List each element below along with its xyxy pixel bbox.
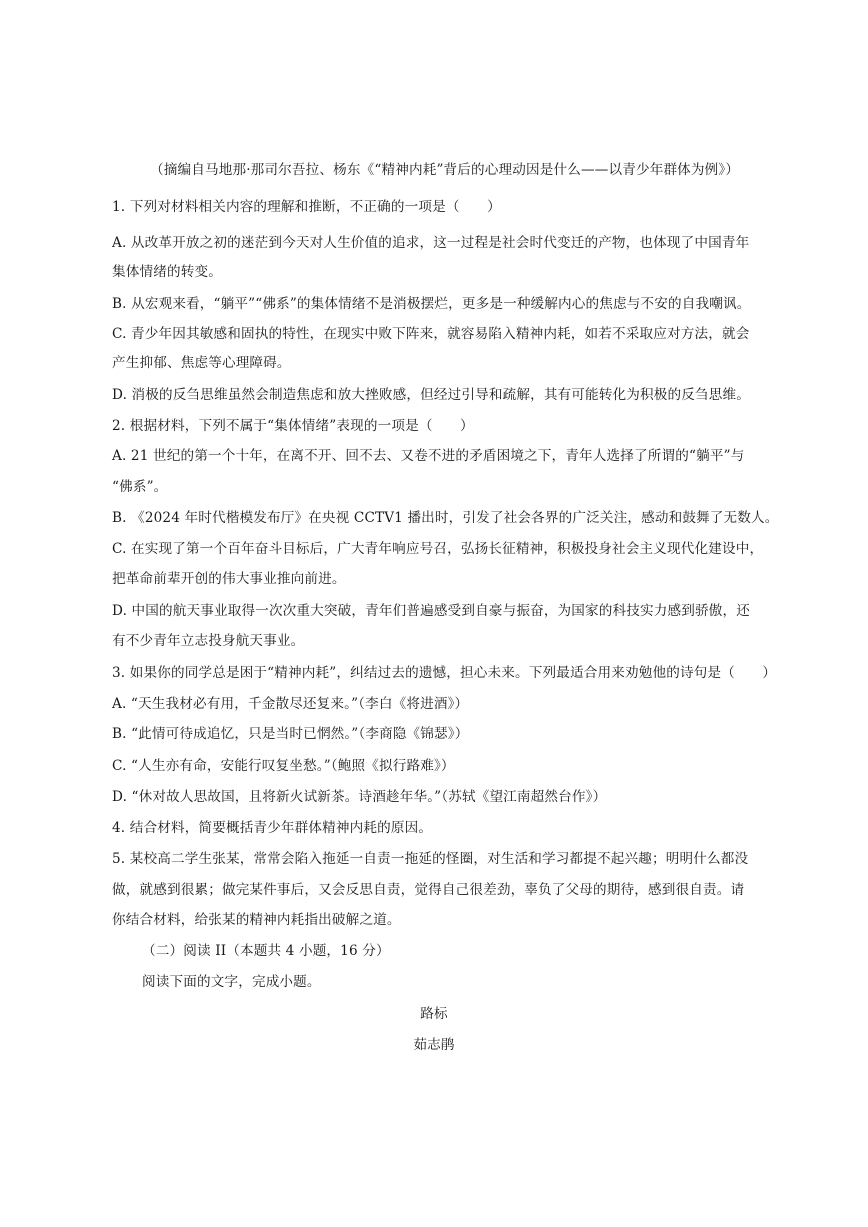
question-2-option-c: C. 在实现了第一个百年奋斗目标后，广大青年响应号召，弘扬长征精神，积极投身社会主义现代化建设中， (112, 541, 764, 557)
question-2-option-d-continued: 有不少青年立志投身航天事业。 (112, 633, 305, 649)
question-5-stem-line-2: 做，就感到很累；做完某件事后，又会反思自责，觉得自己很差劲，辜负了父母的期待，感到很自责。请 (112, 882, 745, 898)
question-3-option-b: B. “此情可待成追忆，只是当时已惘然。”（李商隐《锦瑟》） (112, 726, 469, 742)
question-1-option-a-continued: 集体情绪的转变。 (112, 264, 222, 280)
question-1-option-a: A. 从改革开放之初的迷茫到今天对人生价值的追求，这一过程是社会时代变迁的产物，也体现了中国青年 (112, 235, 750, 251)
source-note: （摘编自马地那·那司尔吾拉、杨东《“精神内耗”背后的心理动因是什么——以青少年群体为例》） (150, 162, 740, 178)
question-1-option-d: D. 消极的反刍思维虽然会制造焦虑和放大挫败感，但经过引导和疏解，其有可能转化为积极的反刍思维。 (112, 387, 750, 403)
question-3-stem: 3. 如果你的同学总是困于“精神内耗”，纠结过去的遗憾，担心未来。下列最适合用来劝勉他的诗句是（ ） (112, 665, 777, 681)
question-5-stem: 5. 某校高二学生张某，常常会陷入拖延一自责一拖延的怪圈，对生活和学习都提不起兴趣；明明什么都没 (112, 851, 749, 867)
question-2-option-c-continued: 把革命前辈开创的伟大事业推向前进。 (112, 571, 346, 587)
passage-title: 路标 (420, 1006, 448, 1022)
question-1-stem: 1. 下列对材料相关内容的理解和推断，不正确的一项是（ ） (112, 199, 501, 215)
question-3-option-c: C. “人生亦有命，安能行叹复坐愁。”（鲍照《拟行路难》） (112, 758, 455, 774)
question-2-option-d: D. 中国的航天事业取得一次次重大突破，青年们普遍感受到自豪与振奋，为国家的科技实力感到骄傲，还 (112, 603, 750, 619)
question-4-stem: 4. 结合材料，简要概括青少年群体精神内耗的原因。 (112, 820, 433, 836)
passage-author: 茹志鹃 (413, 1037, 455, 1053)
question-2-option-a-continued: “佛系”。 (112, 479, 168, 495)
reading-instruction: 阅读下面的文字，完成小题。 (142, 974, 321, 990)
question-1-option-c: C. 青少年因其敏感和固执的特性，在现实中败下阵来，就容易陷入精神内耗，如若不采取应对方法，就会 (112, 326, 750, 342)
question-3-option-d: D. “休对故人思故国，且将新火试新茶。诗酒趁年华。”（苏轼《望江南超然台作》） (112, 789, 607, 805)
question-1-option-c-continued: 产生抑郁、焦虑等心理障碍。 (112, 355, 291, 371)
question-3-option-a: A. “天生我材必有用，千金散尽还复来。”（李白《将进酒》） (112, 696, 469, 712)
question-1-option-b: B. 从宏观来看，“躺平”“佛系”的集体情绪不是消极摆烂，更多是一种缓解内心的焦虑与不安的自我嘲讽。 (112, 296, 751, 312)
question-2-stem: 2. 根据材料，下列不属于“集体情绪”表现的一项是（ ） (112, 418, 474, 434)
question-2-option-b: B. 《2024 年时代楷模发布厅》在央视 CCTV1 播出时，引发了社会各界的广泛关注，感动和鼓舞了无数人。 (112, 510, 779, 526)
question-2-option-a: A. 21 世纪的第一个十年，在离不开、回不去、又卷不进的矛盾困境之下，青年人选择了所谓的“躺平”与 (112, 448, 745, 464)
section-heading: （二）阅读 II（本题共 4 小题，16 分） (142, 943, 390, 959)
question-5-stem-line-3: 你结合材料，给张某的精神内耗指出破解之道。 (112, 912, 401, 928)
